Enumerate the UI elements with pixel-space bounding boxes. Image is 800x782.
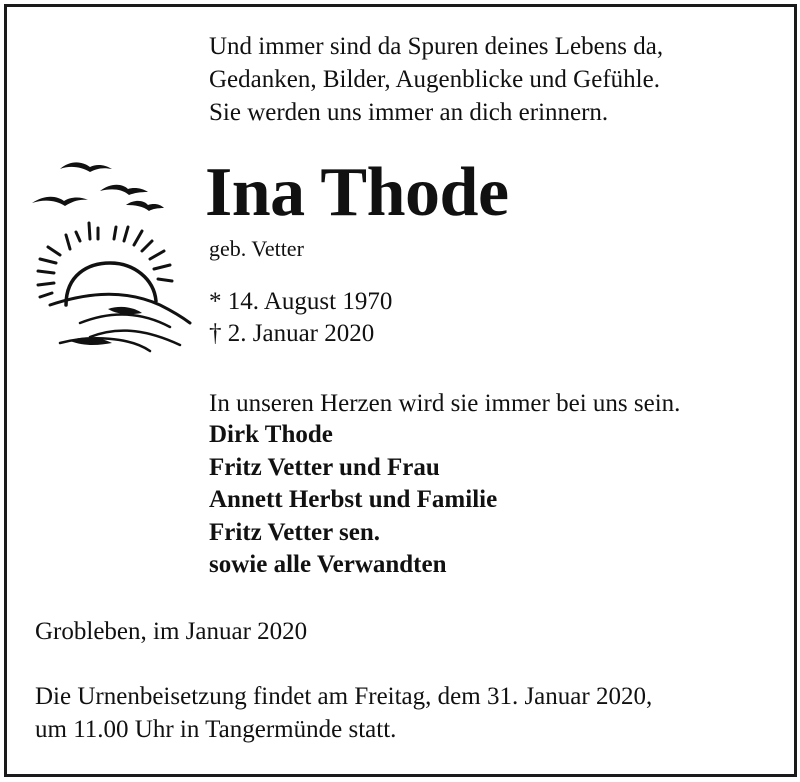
birth-date: * 14. August 1970	[209, 288, 393, 315]
mourner: Fritz Vetter sen.	[209, 518, 381, 546]
mourner: sowie alle Verwandten	[209, 551, 447, 578]
place-and-date: Grobleben, im Januar 2020	[35, 618, 308, 645]
poem-line: Gedanken, Bilder, Augenblicke und Gefühle.	[209, 66, 660, 93]
deceased-name: Ina Thode	[205, 154, 509, 231]
poem-line: Sie werden uns immer an dich erinnern.	[209, 99, 609, 126]
birds-sunset-icon	[30, 155, 198, 360]
burial-line: Die Urnenbeisetzung findet am Freitag, dem 31. Januar 2020,	[35, 683, 653, 710]
mourner: Dirk Thode	[209, 421, 333, 448]
burial-notice	[35, 680, 652, 746]
death-date: † 2. Januar 2020	[209, 320, 375, 347]
mourner: Annett Herbst und Familie	[209, 486, 498, 513]
burial-line: um 11.00 Uhr in Tangermünde statt.	[35, 716, 397, 743]
mourners-list	[209, 419, 497, 582]
poem-verse	[209, 30, 663, 129]
maiden-name: geb. Vetter	[209, 236, 304, 261]
poem-line: Und immer sind da Spuren deines Lebens da,	[209, 33, 664, 60]
closing-line: In unseren Herzen wird sie immer bei uns sein.	[209, 390, 681, 417]
mourner: Fritz Vetter und Frau	[209, 453, 440, 481]
life-dates	[209, 286, 392, 350]
